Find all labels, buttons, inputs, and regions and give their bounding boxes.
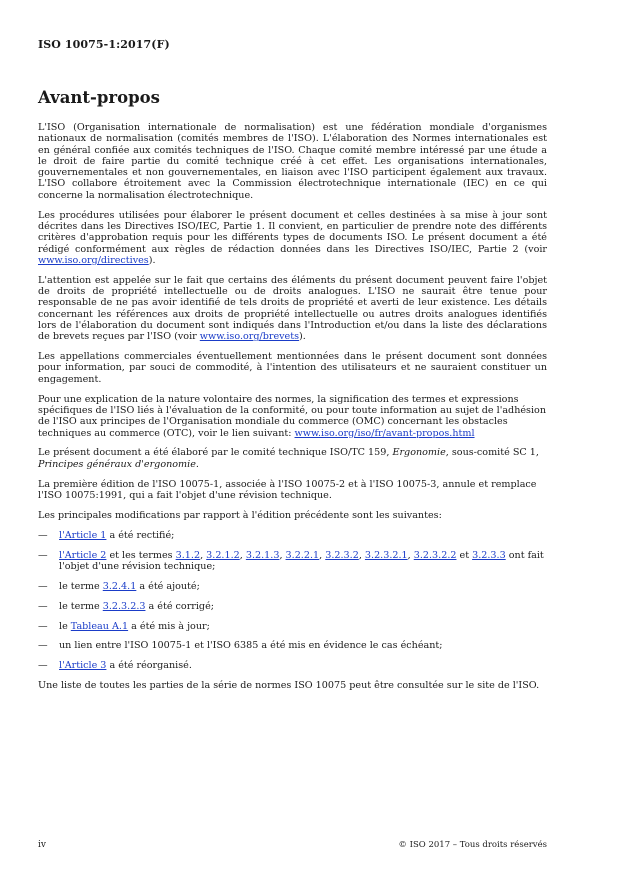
- term-link[interactable]: 3.2.2.1: [285, 549, 320, 561]
- term-link[interactable]: 3.2.3.2.1: [364, 549, 408, 561]
- copyright-notice: © ISO 2017 – Tous droits réservés: [398, 840, 547, 850]
- dash-bullet: —: [38, 529, 48, 541]
- dash-bullet: —: [38, 640, 48, 652]
- list-item: — le terme 3.2.4.1 a été ajouté;: [38, 580, 200, 592]
- article-2-link[interactable]: l'Article 2: [59, 549, 107, 561]
- paragraph-voluntary-nature: Pour une explication de la nature volontaire des normes, la signification des termes et expressions spécifiques de l'ISO liés à l'évaluation de la conformité, ou pour toute information au sujet de l'adhésion de l'ISO aux principes de l'Organisation mondiale du commerce (OMC) concernant les obstacles techniques au commerce (OTC), voir le lien suivant: www.iso.org/iso/fr/avant-propos.html: [38, 393, 547, 439]
- paragraph-procedures: Les procédures utilisées pour élaborer le présent document et celles destinées à sa mise à jour sont décrites dans les Directives ISO/IEC, Partie 1. Il convient, en particulier de prendre note des différents critères d'approbation requis pour les différents types de documents ISO. Le présent document a été rédigé conformément aux règles de rédaction données dans les Directives ISO/IEC, Partie 2 (voir www.iso.org/directives).: [38, 209, 547, 266]
- list-item: — le Tableau A.1 a été mis à jour;: [38, 620, 210, 632]
- list-item: — l'Article 1 a été rectifié;: [38, 529, 175, 541]
- term-link[interactable]: 3.2.1.2: [206, 549, 240, 561]
- document-id-header: ISO 10075-1:2017(F): [38, 38, 170, 51]
- paragraph-iso-intro: L'ISO (Organisation internationale de normalisation) est une fédération mondiale d'organismes nationaux de normalisation (comités membres de l'ISO). L'élaboration des Normes internationales est en général confiée aux comités techniques de l'ISO. Chaque comité membre intéressé par une étude a le droit de faire partie du comité technique créé à cet effet. Les organisations internationales, gouvernementales et non gouvernementales, en liaison avec l'ISO participent également aux travaux. L'ISO collabore étroitement avec la Commission électrotechnique internationale (IEC) en ce qui concerne la normalisation électrotechnique.: [38, 122, 547, 201]
- foreword-body: [38, 122, 547, 700]
- patents-link[interactable]: www.iso.org/brevets: [199, 331, 300, 343]
- paragraph-trade-names: Les appellations commerciales éventuellement mentionnées dans le présent document sont données pour information, par souci de commodité, à l'intention des utilisateurs et ne sauraient constituer un engagement.: [38, 351, 547, 385]
- committee-name: Ergonomie: [392, 447, 446, 459]
- paragraph-patents: L'attention est appelée sur le fait que certains des éléments du présent document peuvent faire l'objet de droits de propriété intellectuelle ou de droits analogues. L'ISO ne saurait être tenue pour responsable de ne pas avoir identifié de tels droits de propriété et averti de leur existence. Les détails concernant les références aux droits de propriété intellectuelle ou autres droits analogues identifiés lors de l'élaboration du document sont indiqués dans l'Introduction et/ou dans la liste des déclarations de brevets reçues par l'ISO (voir www.iso.org/brevets).: [38, 274, 547, 343]
- article-3-link[interactable]: l'Article 3: [59, 660, 107, 672]
- subcommittee-name: Principes généraux d'ergonomie: [38, 458, 196, 470]
- term-link[interactable]: 3.2.3.3: [472, 549, 506, 561]
- dash-bullet: —: [38, 600, 48, 612]
- page-number: iv: [38, 840, 46, 850]
- dash-bullet: —: [38, 580, 48, 592]
- dash-bullet: —: [38, 660, 48, 672]
- paragraph-changes-intro: Les principales modifications par rapport à l'édition précédente sont les suivantes:: [38, 509, 442, 521]
- directives-link[interactable]: www.iso.org/directives: [38, 254, 149, 266]
- term-link[interactable]: 3.1.2: [175, 549, 201, 561]
- term-link[interactable]: 3.2.1.3: [245, 549, 280, 561]
- list-item: — l'Article 3 a été réorganisé.: [38, 660, 192, 672]
- list-item: — le terme 3.2.3.2.3 a été corrigé;: [38, 600, 214, 612]
- term-3-2-4-1-link[interactable]: 3.2.4.1: [102, 580, 137, 592]
- foreword-info-link[interactable]: www.iso.org/iso/fr/avant-propos.html: [294, 427, 475, 439]
- paragraph-committee: Le présent document a été élaboré par le comité technique ISO/TC 159, Ergonomie, sous-comité SC 1, Principes généraux d'ergonomie.: [38, 447, 539, 470]
- table-a1-link[interactable]: Tableau A.1: [70, 620, 129, 632]
- article-1-link[interactable]: l'Article 1: [59, 529, 107, 541]
- term-link[interactable]: 3.2.3.2: [325, 549, 359, 561]
- page-title: Avant-propos: [38, 88, 160, 107]
- dash-bullet: —: [38, 549, 48, 561]
- term-link[interactable]: 3.2.3.2.2: [413, 549, 457, 561]
- paragraph-edition: La première édition de l'ISO 10075-1, associée à l'ISO 10075-2 et à l'ISO 10075-3, annule et remplace l'ISO 10075:1991, qui a fait l'objet d'une révision technique.: [38, 478, 537, 501]
- dash-bullet: —: [38, 620, 48, 632]
- paragraph-series-list: Une liste de toutes les parties de la série de normes ISO 10075 peut être consultée sur le site de l'ISO.: [38, 680, 540, 692]
- term-3-2-3-2-3-link[interactable]: 3.2.3.2.3: [102, 600, 146, 612]
- list-item: — l'Article 2 et les termes 3.1.2, 3.2.1.2, 3.2.1.3, 3.2.2.1, 3.2.3.2, 3.2.3.2.1, 3.2.3.2.2 et 3.2.3.3 ont fait l'objet d'une révision technique;: [38, 549, 544, 572]
- list-item: — un lien entre l'ISO 10075-1 et l'ISO 6385 a été mis en évidence le cas échéant;: [38, 640, 443, 652]
